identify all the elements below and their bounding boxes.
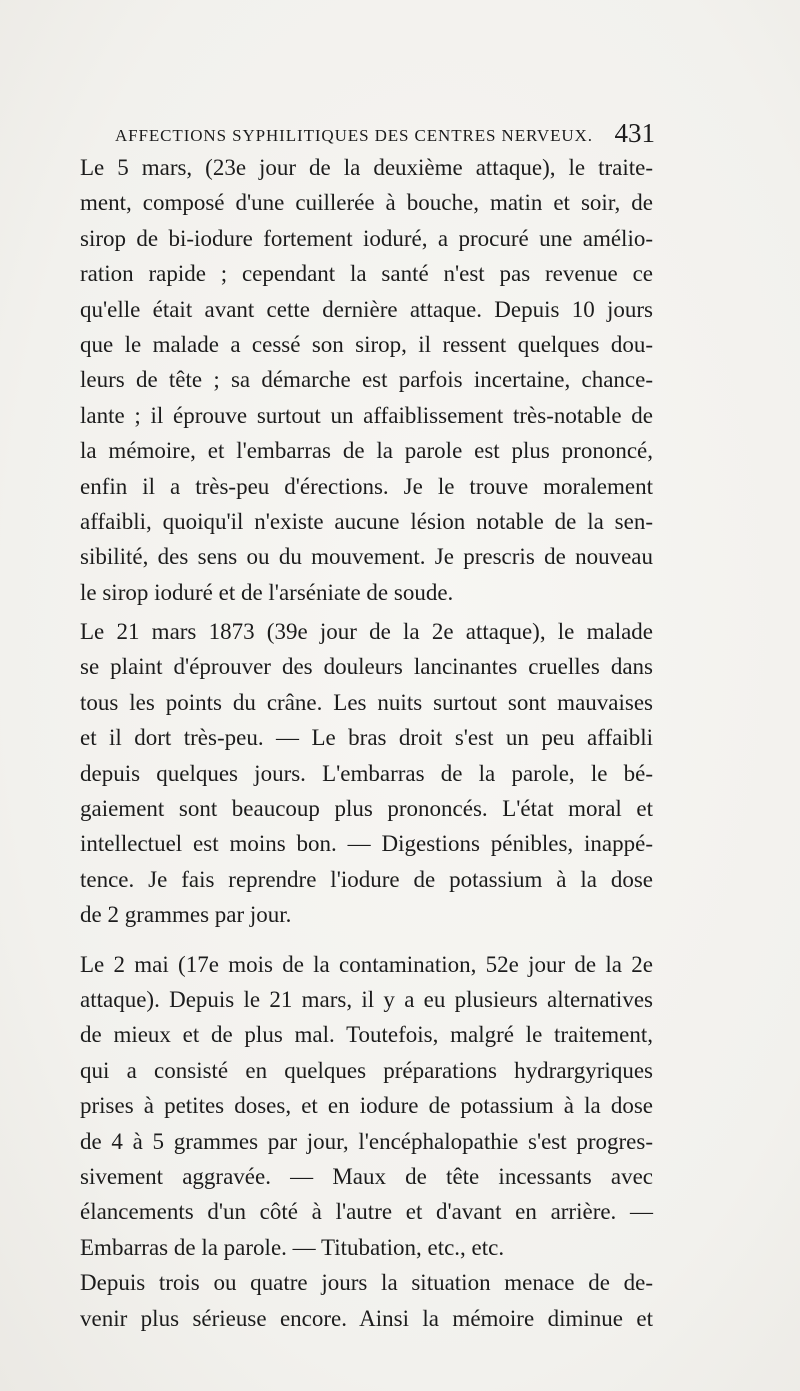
body-text — [80, 150, 653, 1336]
text-line: qu'elle était avant cette dernière attaque. Depuis 10 jours — [80, 296, 653, 322]
text-line: enfin il a très-peu d'érections. Je le trouve moralement — [80, 473, 653, 499]
paragraph-4 — [80, 1265, 653, 1336]
text-line: de 2 grammes par jour. — [80, 902, 292, 928]
text-line: lante ; il éprouve surtout un affaiblissement très-notable de — [80, 402, 653, 428]
paragraph-2 — [80, 614, 653, 933]
text-line: Le 2 mai (17e mois de la contamination, 52e jour de la 2e — [80, 951, 653, 977]
text-line: intellectuel est moins bon. — Digestions pénibles, inappé- — [80, 831, 653, 857]
text-line: ment, composé d'une cuillerée à bouche, matin et soir, de — [80, 190, 653, 216]
paragraph-spacer — [80, 933, 653, 947]
text-line: affaibli, quoiqu'il n'existe aucune lésion notable de la sen- — [80, 508, 653, 534]
text-line: Le 5 mars, (23e jour de la deuxième attaque), le traite- — [80, 155, 653, 180]
page-number: 431 — [614, 118, 655, 148]
paragraph-1 — [80, 150, 653, 610]
text-line: sirop de bi-iodure fortement ioduré, a procuré une amélio- — [80, 225, 653, 251]
text-line: la mémoire, et l'embarras de la parole est plus prononcé, — [80, 438, 653, 464]
text-line: venir plus sérieuse encore. Ainsi la mémoire diminue et — [80, 1305, 653, 1331]
text-line: le sirop ioduré et de l'arséniate de soude. — [80, 579, 454, 605]
text-line: prises à petites doses, et en iodure de potassium à la dose — [80, 1093, 653, 1119]
text-line: se plaint d'éprouver des douleurs lancinantes cruelles dans — [80, 654, 653, 680]
text-line: de 4 à 5 grammes par jour, l'encéphalopathie s'est progres- — [80, 1128, 653, 1154]
text-line: Le 21 mars 1873 (39e jour de la 2e attaque), le malade — [80, 619, 653, 645]
running-head: AFFECTIONS SYPHILITIQUES DES CENTRES NERVEUX. — [115, 126, 593, 145]
text-line: tous les points du crâne. Les nuits surtout sont mauvaises — [80, 689, 653, 715]
text-line: que le malade a cessé son sirop, il ressent quelques dou- — [80, 331, 653, 357]
text-line: et il dort très-peu. — Le bras droit s'est un peu affaibli — [80, 725, 653, 751]
paragraph-3 — [80, 947, 653, 1266]
text-line: Embarras de la parole. — Titubation, etc., etc. — [80, 1234, 505, 1260]
text-line: élancements d'un côté à l'autre et d'avant en arrière. — — [80, 1199, 653, 1225]
text-line: ration rapide ; cependant la santé n'est pas revenue ce — [80, 261, 653, 287]
text-line: de mieux et de plus mal. Toutefois, malgré le traitement, — [80, 1022, 653, 1048]
text-line: attaque). Depuis le 21 mars, il y a eu plusieurs alternatives — [80, 986, 653, 1012]
text-line: sivement aggravée. — Maux de tête incessants avec — [80, 1163, 653, 1189]
text-line: sibilité, des sens ou du mouvement. Je prescris de nouveau — [80, 544, 653, 570]
text-line: depuis quelques jours. L'embarras de la parole, le bé- — [80, 760, 653, 786]
text-line: qui a consisté en quelques préparations hydrargyriques — [80, 1057, 653, 1083]
text-line: leurs de tête ; sa démarche est parfois incertaine, chance- — [80, 367, 653, 393]
text-line: Depuis trois ou quatre jours la situation menace de de- — [80, 1270, 653, 1296]
page-header — [115, 118, 655, 152]
text-line: tence. Je fais reprendre l'iodure de potassium à la dose — [80, 866, 653, 892]
text-line: gaiement sont beaucoup plus prononcés. L'état moral et — [80, 796, 653, 822]
